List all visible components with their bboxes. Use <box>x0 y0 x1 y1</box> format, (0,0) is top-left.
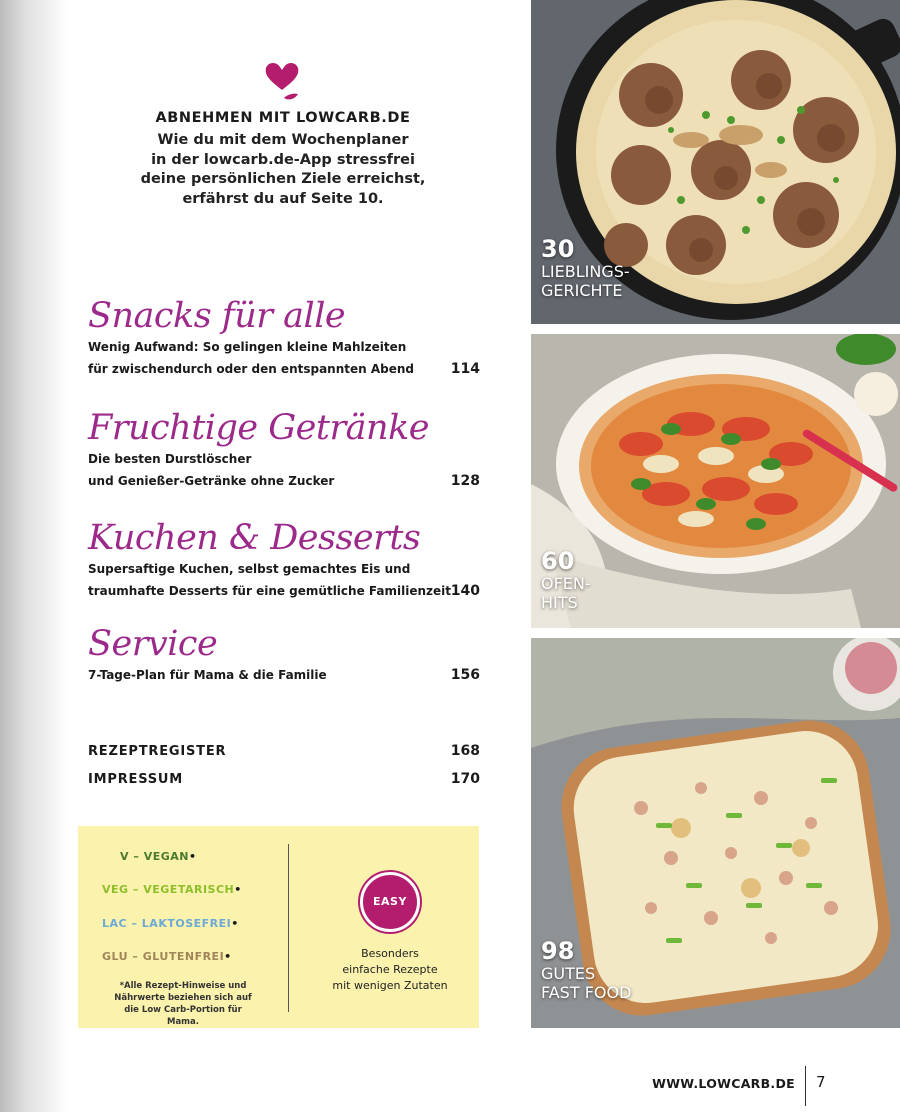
section-title: Snacks für alle <box>88 296 346 336</box>
toc-section-service <box>88 624 480 686</box>
legend-item-vegetarisch <box>102 883 242 896</box>
intro-line: Wie du mit dem Wochenplaner <box>157 132 409 148</box>
caption-number: 98 <box>541 937 575 965</box>
legend-label: VEGAN <box>143 850 189 863</box>
legend-dot: • <box>188 850 197 863</box>
toc-row[interactable] <box>88 470 480 492</box>
legend-dash: – <box>132 883 139 896</box>
toc-row <box>88 336 480 358</box>
legend-code: VEG <box>102 883 129 896</box>
legend-item-glutenfrei <box>102 950 232 963</box>
legend-dot: • <box>234 883 242 896</box>
intro-block <box>108 110 458 209</box>
caption-line: OFEN- <box>541 574 591 593</box>
toc-register-row[interactable] <box>88 744 480 759</box>
toc-row-text: Supersaftige Kuchen, selbst gemachtes Eis und <box>88 562 411 576</box>
legend-dot: • <box>231 917 239 930</box>
toc-page-number: 114 <box>450 361 480 377</box>
section-title: Kuchen & Desserts <box>88 518 421 558</box>
intro-line: in der lowcarb.de-App stressfrei <box>151 151 415 168</box>
legend-dot: • <box>224 950 232 963</box>
toc-page-number: 140 <box>450 583 480 599</box>
legend-code: V <box>120 850 130 863</box>
caption-line: HITS <box>541 593 578 612</box>
legend-label: LAKTOSEFREI <box>141 917 232 930</box>
easy-line: mit wenigen Zutaten <box>332 979 448 992</box>
register-page-number: 170 <box>450 771 480 787</box>
intro-line: deine persönlichen Ziele erreichst, <box>140 171 426 187</box>
toc-impressum-row[interactable] <box>88 772 480 787</box>
register-label: IMPRESSUM <box>88 772 184 787</box>
page-spine-shadow <box>0 0 70 1112</box>
legend-dash: – <box>133 850 140 863</box>
photo-ofen-hits[interactable] <box>531 334 900 628</box>
toc-row[interactable] <box>88 580 480 602</box>
legend-dash: – <box>131 917 138 930</box>
legend-label: VEGETARISCH <box>143 883 235 896</box>
toc-section-desserts <box>88 518 480 602</box>
toc-row-text: 7-Tage-Plan für Mama & die Familie <box>88 668 327 682</box>
toc-page-number: 156 <box>450 667 480 683</box>
toc-row-text: und Genießer-Getränke ohne Zucker <box>88 474 335 488</box>
photo-meatballs[interactable] <box>531 0 900 324</box>
caption-line: LIEBLINGS- <box>541 262 630 281</box>
register-page-number: 168 <box>450 743 480 759</box>
legend-dash: – <box>132 950 139 963</box>
photo-caption <box>541 236 630 300</box>
legend-box <box>78 826 479 1028</box>
intro-line: erfährst du auf Seite 10. <box>182 190 384 207</box>
easy-line: einfache Rezepte <box>342 963 438 976</box>
easy-badge: EASY <box>360 872 420 932</box>
toc-row-text: Die besten Durstlöscher <box>88 452 252 466</box>
caption-line: GUTES <box>541 964 596 983</box>
legend-footnote: *Alle Rezept-Hinweise und Nährwerte beziehen sich auf die Low Carb-Portion für Mama. <box>114 981 252 1027</box>
caption-number: 60 <box>541 547 575 575</box>
legend-divider <box>288 844 289 1012</box>
footer-divider <box>805 1066 806 1106</box>
toc-row <box>88 448 480 470</box>
toc-page-number: 128 <box>450 473 480 489</box>
footer-url[interactable]: WWW.LOWCARB.DE <box>652 1076 795 1091</box>
toc-row-text: für zwischendurch oder den entspannten Abend <box>88 362 415 376</box>
toc-section-snacks <box>88 296 480 380</box>
section-title: Service <box>88 624 218 664</box>
toc-row-text: Wenig Aufwand: So gelingen kleine Mahlzeiten <box>88 340 407 354</box>
page-number: 7 <box>816 1073 826 1091</box>
register-label: REZEPTREGISTER <box>88 744 227 759</box>
toc-section-drinks <box>88 408 480 492</box>
legend-code: LAC <box>102 917 128 930</box>
easy-line: Besonders <box>361 947 419 960</box>
intro-text <box>108 131 458 209</box>
legend-label: GLUTENFREI <box>142 950 225 963</box>
toc-row <box>88 558 480 580</box>
heart-icon <box>262 60 302 104</box>
section-title: Fruchtige Getränke <box>88 408 429 448</box>
easy-description <box>324 946 456 994</box>
caption-line: FAST FOOD <box>541 983 632 1002</box>
photo-caption <box>541 938 631 1002</box>
photo-fast-food[interactable] <box>531 638 900 1028</box>
photo-caption <box>541 548 591 612</box>
intro-title: ABNEHMEN MIT LOWCARB.DE <box>155 110 411 126</box>
toc-row[interactable] <box>88 358 480 380</box>
legend-item-vegan <box>120 850 197 863</box>
legend-item-laktosefrei <box>102 917 239 930</box>
toc-row[interactable] <box>88 664 480 686</box>
toc-row-text: traumhafte Desserts für eine gemütliche Familienzeit <box>88 584 451 598</box>
caption-line: GERICHTE <box>541 281 623 300</box>
caption-number: 30 <box>541 235 575 263</box>
legend-code: GLU <box>102 950 129 963</box>
